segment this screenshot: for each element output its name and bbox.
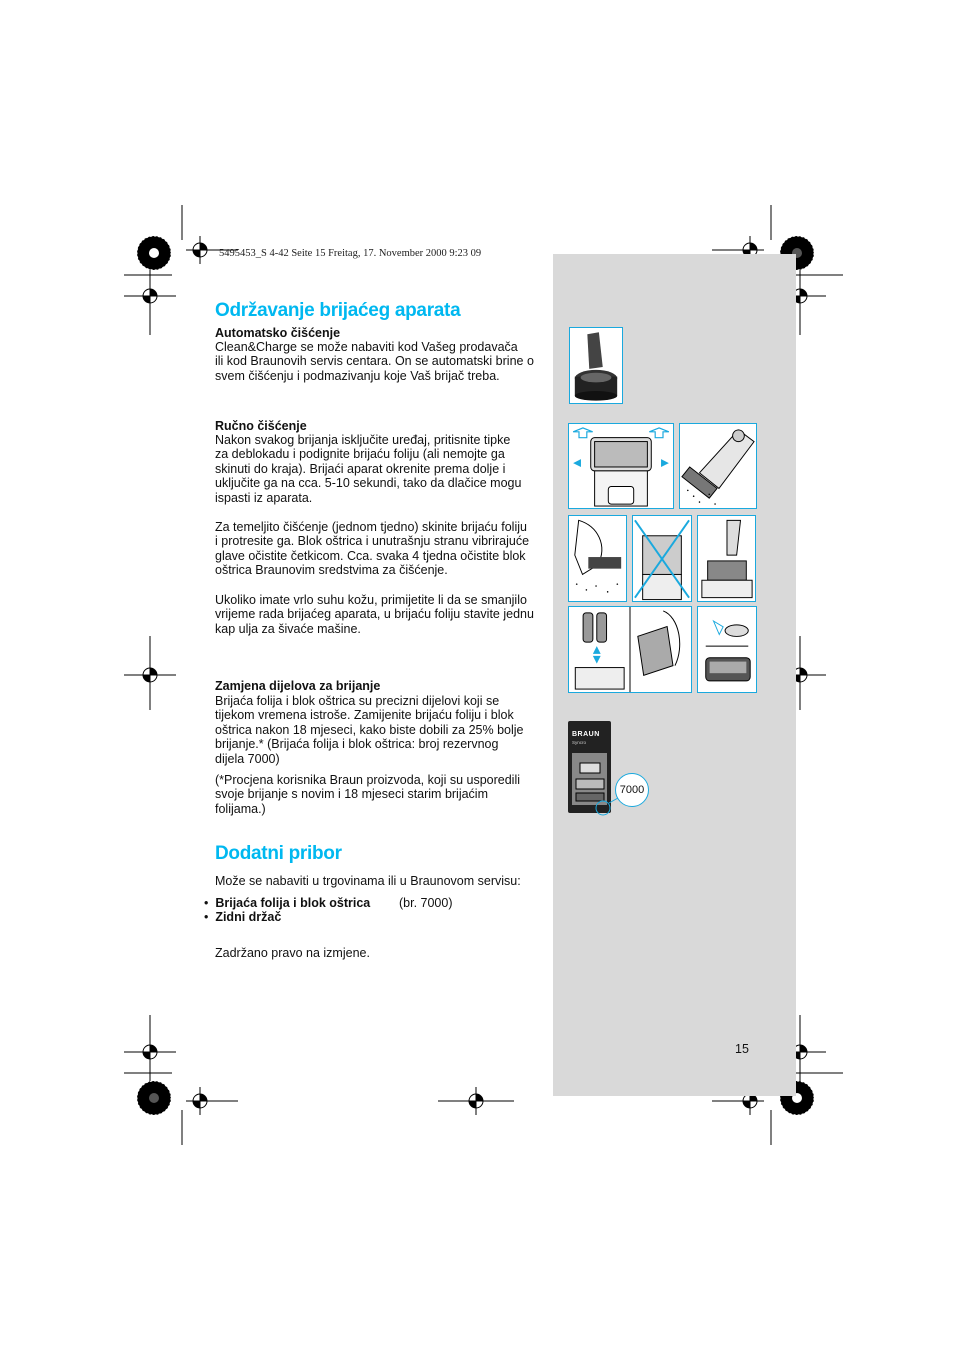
- unlock-foil-drawing: [569, 424, 673, 508]
- accessory-label: Zidni držač: [215, 910, 282, 924]
- paragraph-manual-cleaning-3: Ukoliko imate vrlo suhu kožu, primijetite li da se smanjilo vrijeme rada brijaćeg aparata, u brijaću foliju stavite jednu kap ulja za šivaće mašine.: [215, 593, 534, 636]
- do-not-brush-foil-illustration: [632, 515, 692, 602]
- paragraph-automatic-cleaning: Clean&Charge se može nabaviti kod Vašeg prodavača ili kod Braunovih servis centara. On se automatski brine o svem čišćenju i podmazivanju koje Vaš brijač treba.: [215, 340, 534, 383]
- shake-out-hairs-illustration: [679, 423, 757, 509]
- pack-brand-logo: BRAUN: [572, 731, 600, 738]
- paragraph-manual-cleaning-1: Nakon svakog brijanja isključite uređaj, pritisnite tipke za deblokadu i podignite brijaću foliju (ali nemojte ga skinuti do kraja). Brijaći aparat okrenite prema dolje i uključite ga na cca. 5-10 sekundi, tako da dlačice mogu ispasti iz aparata.: [215, 433, 522, 505]
- bullet: •: [204, 896, 216, 910]
- clean-cutter-block-illustration: [568, 606, 692, 693]
- pack-series-label: Syncro: [572, 740, 587, 745]
- remove-foil-drawing: [569, 516, 626, 601]
- bullet: •: [204, 910, 216, 924]
- clean-charge-station-illustration: [569, 327, 623, 404]
- heading-automatic-cleaning: Automatsko čišćenje: [215, 326, 341, 340]
- paragraph-manual-cleaning-2: Za temeljito čišćenje (jednom tjedno) skinite brijaću foliju i protresite ga. Blok oštrica i unutrašnju stranu vibrirajuće glave očistite četkicom. Cca. svaka 4 tjedna očistite blok oštrica Braunovim sredstvima za čišćenje.: [215, 520, 530, 578]
- section-title-maintenance: Održavanje brijaćeg aparata: [215, 300, 461, 321]
- oil-foil-illustration: [697, 606, 757, 693]
- accessory-label: Brijaća folija i blok oštrica: [215, 896, 371, 910]
- part-number-badge: 7000: [615, 773, 649, 807]
- oil-foil-drawing: [698, 607, 756, 692]
- brush-cutter-block-illustration: [697, 515, 756, 602]
- shake-out-hairs-drawing: [680, 424, 756, 508]
- heading-replacing-parts: Zamjena dijelova za brijanje: [215, 679, 381, 693]
- section-title-accessories: Dodatni pribor: [215, 843, 342, 864]
- print-header-line: 5495453_S 4-42 Seite 15 Freitag, 17. November 2000 9:23 09: [219, 248, 482, 259]
- clean-charge-station-drawing: [570, 328, 622, 403]
- accessories-intro: Može se nabaviti u trgovinama ili u Braunovom servisu:: [215, 874, 521, 888]
- clean-cutter-block-drawing: [569, 607, 691, 692]
- unlock-foil-illustration: [568, 423, 674, 509]
- brush-cutter-block-drawing: [698, 516, 755, 601]
- page-number: 15: [735, 1042, 749, 1056]
- accessory-item: [204, 910, 281, 924]
- disclaimer: Zadržano pravo na izmjene.: [215, 946, 370, 960]
- paragraph-replacing-parts-1: Brijaća folija i blok oštrica su precizni dijelovi koji se tijekom vremena istroše. Zamijenite brijaću foliju i blok oštrica nakon 18 mjeseci, kako biste dobili za 25% bolje brijanje.* (Brijaća folija i blok oštrica: broj rezervnog dijela 7000): [215, 694, 524, 766]
- paragraph-replacing-parts-2: (*Procjena korisnika Braun proizvoda, koji su usporedili svoje brijanje s novim i 18 mjeseci starim brijaćim folijama.): [215, 773, 521, 816]
- remove-foil-illustration: [568, 515, 627, 602]
- heading-manual-cleaning: Ručno čišćenje: [215, 419, 307, 433]
- accessory-item: [204, 896, 370, 910]
- accessory-note: (br. 7000): [399, 896, 453, 910]
- do-not-brush-foil-drawing: [633, 516, 691, 601]
